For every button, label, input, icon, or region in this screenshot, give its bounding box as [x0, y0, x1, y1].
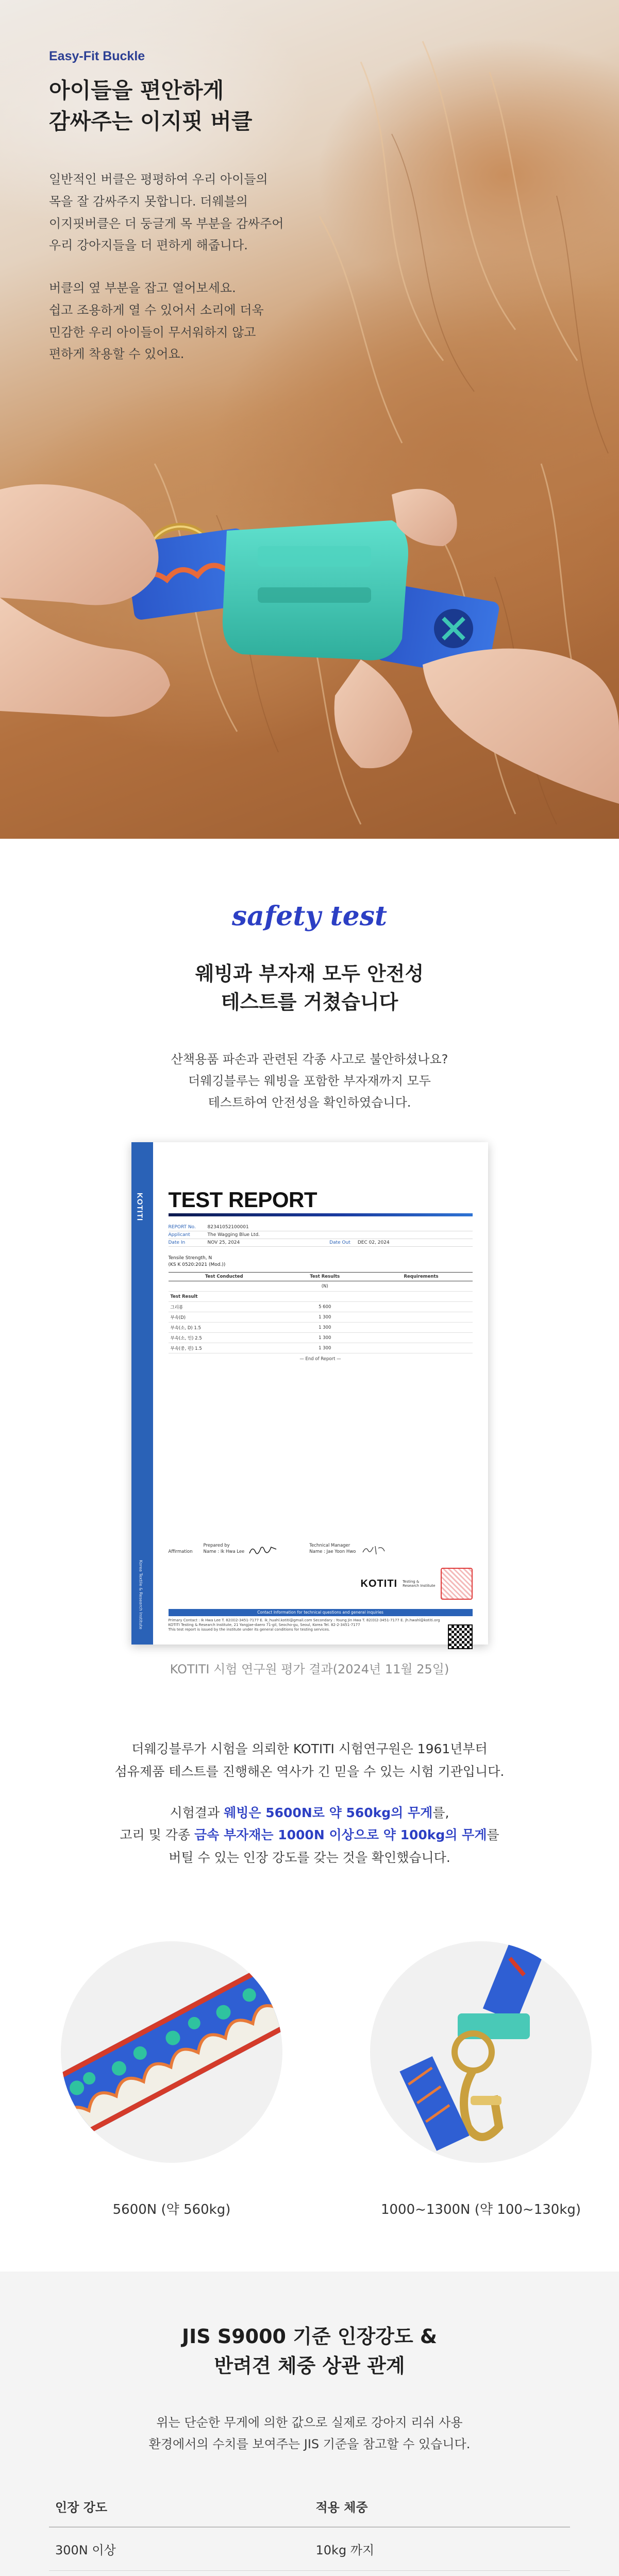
prepared-by-block [204, 1543, 245, 1557]
safety-section [0, 839, 619, 2218]
report-signatures [169, 1543, 473, 1557]
report-footer [169, 1618, 473, 1632]
result-text: 버틸 수 있는 인장 강도를 갖는 것을 확인했습니다. [169, 1850, 450, 1866]
report-row-value: 1 300 [280, 1343, 370, 1353]
kotiti-name: KOTITI [360, 1578, 398, 1589]
jis-strength-cell [49, 2570, 310, 2576]
hero-section [0, 0, 619, 839]
official-stamp [441, 1568, 473, 1600]
table-row [49, 2570, 570, 2576]
hero-description [49, 168, 338, 365]
report-footer-line: Primary Contact : Ik Hwa Lee T. 82(0)2-3451-7177 E. ik_huahl.kotiti@gmail.com Secondary : Young Jin Hwa T. 82(0)2-3451-7177 E. jh.hwahl@kotiti.org [168, 1618, 440, 1623]
safety-heading: safety test [231, 901, 388, 932]
report-meta-row [169, 1231, 473, 1239]
hardware-illustration [370, 1941, 592, 2163]
signature-block [169, 1543, 279, 1557]
jis-weight-cell: 10kg 까지 [310, 2527, 571, 2571]
prepared-by-name: Name : Ik Hwa Lee [203, 1549, 245, 1554]
report-test-standard: (KS K 0520:2021 (Mod.)) [168, 1262, 226, 1267]
hero-eyebrow: Easy-Fit Buckle [49, 49, 145, 63]
safety-title: 웨빙과 부자재 모두 안전성 테스트를 거쳤습니다 [195, 962, 424, 1014]
result-text: 시험결과 [170, 1805, 224, 1820]
report-row-name: 그리폼 [169, 1302, 280, 1312]
report-side-logo: KOTITI [135, 1193, 144, 1222]
report-unit: (N) [280, 1281, 370, 1292]
table-row [169, 1312, 473, 1323]
table-row [169, 1302, 473, 1312]
report-col-header: Test Conducted [169, 1273, 280, 1281]
report-test-method [169, 1255, 473, 1268]
report-side-band [131, 1142, 153, 1645]
report-results-table [169, 1272, 473, 1353]
hardware-strength-label: 1000~1300N (약 100~130kg) [380, 2201, 581, 2217]
meta-value: The Wagging Blue Ltd. [207, 1232, 260, 1238]
report-footer-lines [169, 1618, 473, 1632]
jis-title: JIS S9000 기준 인장강도 & 반려견 체중 상관 관계 [181, 2325, 438, 2377]
report-row-value: 1 300 [280, 1323, 370, 1333]
qr-code-icon [448, 1624, 473, 1649]
kotiti-subtitle: Testing & Research Institute [403, 1579, 436, 1588]
report-footer-line: KOTITI Testing & Research Institute, 21 Yangjae-daero 71-gil, Seocho-gu, Seoul, Korea Tel. 82-2-3451-7177 [168, 1623, 360, 1628]
jis-strength-cell: 300N 이상 [49, 2527, 310, 2571]
report-row-name: 부속(D) [169, 1312, 280, 1323]
report-footer-line: This test report is issued by the institute under its general conditions for testing services. [168, 1628, 330, 1632]
report-col-header: Test Results [280, 1273, 370, 1281]
product-metal-hardware [362, 1941, 600, 2218]
report-side-note: Korea Textile & Research Institute [138, 1560, 143, 1630]
jis-table [49, 2486, 570, 2576]
meta-value: NOV 25, 2024 [207, 1240, 240, 1246]
signature-block [309, 1543, 390, 1557]
table-row [169, 1323, 473, 1333]
meta-key: Applicant [168, 1232, 190, 1238]
report-meta-row [169, 1239, 473, 1247]
hero-title: 아이들을 편안하게 감싸주는 이지핏 버클 [49, 78, 253, 134]
jis-description: 위는 단순한 무게에 의한 값으로 실제로 강아지 리쉬 사용 환경에서의 수치를 보여주는 JIS 기준을 참고할 수 있습니다. [148, 2415, 471, 2451]
safety-intro: 산책용품 파손과 관련된 각종 사고로 불안하셨나요? 더웨깅블루는 웨빙을 포함한 부자재까지 모두 테스트하여 안전성을 확인하였습니다. [171, 1052, 448, 1110]
test-result-text [0, 1738, 619, 1869]
report-row-name: 부속(소, 인) 2.5 [169, 1333, 280, 1343]
report-meta-row [169, 1224, 473, 1231]
technical-manager-name: Name : Jae Yoon Hwo [309, 1549, 356, 1554]
report-row-value: 1 300 [280, 1333, 370, 1343]
affirmation-label: Affirmation [168, 1549, 193, 1555]
hero-paragraph-2: 버클의 옆 부분을 잡고 열어보세요. 쉽고 조용하게 열 수 있어서 소리에 더욱 민감한 우리 아이들이 무서워하지 않고 편하게 착용할 수 있어요. [49, 281, 264, 362]
jis-weight-cell [310, 2570, 571, 2576]
table-row [169, 1281, 473, 1292]
report-caption: KOTITI 시험 연구원 평가 결과(2024년 11월 25일) [170, 1662, 449, 1677]
result-highlight-webbing: 웨빙은 5600N로 약 560kg의 무게 [224, 1805, 433, 1820]
report-col-header: Requirements [370, 1273, 473, 1281]
product-detail-images [0, 1941, 619, 2218]
report-end-marker: — End of Report — [299, 1357, 341, 1362]
report-test-name: Tensile Strength, N [168, 1256, 212, 1261]
hero-text-block [49, 49, 338, 365]
report-row-name: 부속(소, D) 1.5 [169, 1323, 280, 1333]
institute-description: 더웨깅블루가 시험을 의뢰한 KOTITI 시험연구원은 1961년부터 섬유제품 테스트를 진행해온 역사가 긴 믿을 수 있는 시험 기관입니다. [114, 1741, 505, 1779]
signature-scribble [247, 1543, 278, 1557]
report-body [168, 1188, 473, 1632]
jis-section [0, 2272, 619, 2576]
table-row [169, 1292, 473, 1302]
hero-paragraph-1: 일반적인 버클은 평평하여 우리 아이들의 목을 잘 감싸주지 못합니다. 더웨블의 이지핏버클은 더 둥글게 목 부분을 감싸주어 우리 강아지들을 더 편하게 해줍니다. [49, 172, 284, 253]
meta-key: Date In [168, 1240, 186, 1246]
jis-col-weight: 적용 체중 [310, 2486, 571, 2527]
report-title [169, 1188, 473, 1216]
signature-scribble [359, 1543, 390, 1557]
table-row [169, 1333, 473, 1343]
meta-value: DEC 02, 2024 [357, 1240, 390, 1246]
result-highlight-metal: 금속 부자재는 1000N 이상으로 약 100kg의 무게 [194, 1827, 487, 1843]
result-summary [0, 1802, 619, 1869]
test-report-document [131, 1142, 488, 1645]
technical-manager-block [309, 1543, 356, 1557]
webbing-photo [61, 1941, 282, 2163]
report-row-name: 부속(중, 편) 1.5 [169, 1343, 280, 1353]
test-report-figure [131, 1142, 488, 1677]
report-title-test: TEST [168, 1188, 223, 1212]
hardware-photo [370, 1941, 592, 2163]
kotiti-stamp-row [361, 1568, 473, 1600]
report-section-label: Test Result [169, 1292, 280, 1302]
table-row [49, 2527, 570, 2571]
webbing-strength-label: 5600N (약 560kg) [112, 2201, 231, 2217]
table-row [169, 1343, 473, 1353]
result-text: 를 [487, 1827, 499, 1843]
meta-value: 82341052100001 [207, 1225, 249, 1230]
report-meta [169, 1224, 473, 1247]
report-title-rule [169, 1213, 473, 1216]
jis-col-strength: 인장 강도 [49, 2486, 310, 2527]
meta-key: Date Out [329, 1240, 350, 1246]
report-row-value: 1 300 [280, 1312, 370, 1323]
webbing-illustration [61, 1941, 282, 2163]
report-contact-bar: Contact Information for technical questions and general inquiries [169, 1609, 473, 1616]
product-webbing [48, 1941, 295, 2218]
result-text: 를, [432, 1805, 449, 1820]
report-row-value: 5 600 [280, 1302, 370, 1312]
meta-key: REPORT No. [168, 1225, 196, 1230]
kotiti-logo [361, 1578, 398, 1590]
prepared-by-label: Prepared by [203, 1543, 230, 1549]
result-text: 고리 및 각종 [120, 1827, 194, 1843]
technical-manager-label: Technical Manager [309, 1543, 350, 1549]
report-title-report: REPORT [228, 1188, 317, 1212]
